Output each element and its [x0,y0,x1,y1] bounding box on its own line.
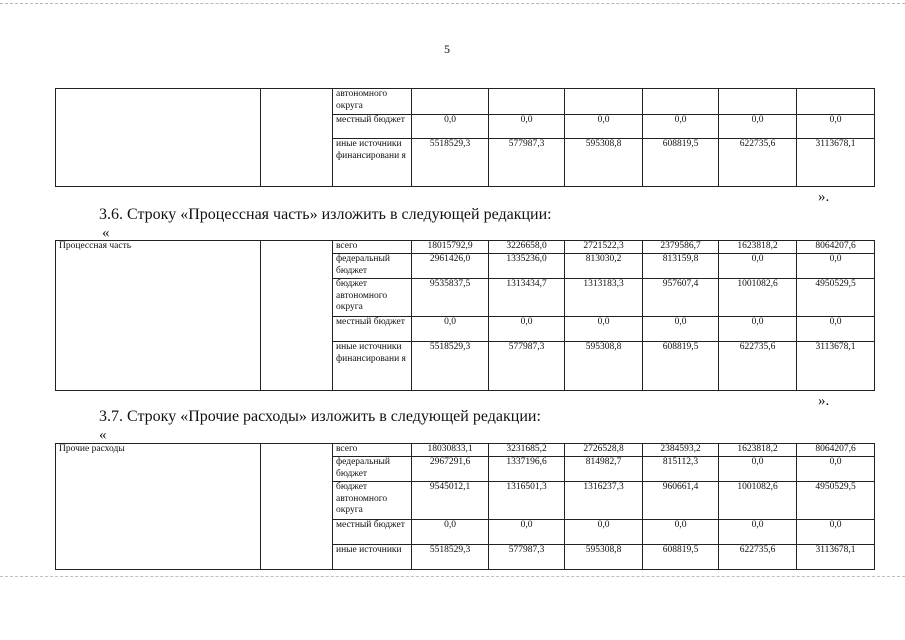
table-cell-value: 0,0 [412,317,489,342]
table-cell-value: 0,0 [565,317,643,342]
table-cell-empty [261,444,333,570]
table-cell-value: 608819,5 [643,545,719,570]
table-cell-value: 2384593,2 [643,444,719,457]
table-cell-value: 3113678,1 [797,342,875,391]
table-cell-value: 595308,8 [565,342,643,391]
section-heading-3-7: 3.7. Строку «Прочие расходы» изложить в следующей редакции: [99,408,541,425]
table-cell-value: 2721522,3 [565,241,643,254]
table-cell-value: 0,0 [797,254,875,279]
table-cell-value: 814982,7 [565,457,643,482]
table-cell-value [643,89,719,115]
table-cell-empty [261,241,333,391]
table-cell-value: 1313434,7 [489,279,565,317]
scan-edge-top [0,3,905,4]
table-cell-value: 0,0 [412,520,489,545]
table-cell-value: 0,0 [797,115,875,139]
table-cell-value: 9545012,1 [412,482,489,520]
table-cell-value: 18015792,9 [412,241,489,254]
table-cell-value [489,89,565,115]
row-label: всего [333,241,412,254]
table-cell-value: 0,0 [643,317,719,342]
table-cell-value: 0,0 [719,254,797,279]
table-cell-value [719,89,797,115]
row-label: иные источники [333,545,412,570]
table-cell-value [797,89,875,115]
table-cell-value: 960661,4 [643,482,719,520]
table-cell-value: 8064207,6 [797,241,875,254]
opening-quote: « [102,225,110,241]
table-cell-value: 2967291,6 [412,457,489,482]
table-cell-value: 5518529,3 [412,545,489,570]
row-label: местный бюджет [333,317,412,342]
table-cell-value: 1001082,6 [719,279,797,317]
table-row [56,89,875,115]
table-cell-value: 1313183,3 [565,279,643,317]
table-row [56,241,875,254]
table-cell-value: 2379586,7 [643,241,719,254]
table-cell-value: 5518529,3 [412,342,489,391]
table-cell-value: 0,0 [797,457,875,482]
table-cell-value: 0,0 [489,115,565,139]
table-cell-value: 577987,3 [489,139,565,187]
table-cell-value: 813159,8 [643,254,719,279]
table-cell-value: 1623818,2 [719,444,797,457]
table-cell-value: 18030833,1 [412,444,489,457]
table-cell-value: 0,0 [719,457,797,482]
table-cell-value: 1316501,3 [489,482,565,520]
table-cell-value: 0,0 [719,317,797,342]
closing-quote: ». [818,189,830,205]
table-cell-value: 622735,6 [719,342,797,391]
table-cell-value: 1316237,3 [565,482,643,520]
section-heading-3-6: 3.6. Строку «Процессная часть» изложить в следующей редакции: [99,206,552,223]
row-label: местный бюджет [333,520,412,545]
table-cell-value: 622735,6 [719,545,797,570]
table-cell-value: 0,0 [565,115,643,139]
table-cell-value: 3226658,0 [489,241,565,254]
table-cell-value: 0,0 [797,520,875,545]
table-cell-value [412,89,489,115]
table-cell-value: 0,0 [643,520,719,545]
row-label: бюджет автономного округа [333,482,412,520]
table-cell-value: 0,0 [412,115,489,139]
row-title: Прочие расходы [56,444,261,570]
table-cell-value: 813030,2 [565,254,643,279]
scan-edge-bottom [0,576,905,577]
table-cell-title [56,89,261,187]
table-cell-value: 0,0 [719,520,797,545]
table-cell-value [565,89,643,115]
table-cell-value: 2726528,8 [565,444,643,457]
table-row [56,444,875,457]
table-cell-value: 3231685,2 [489,444,565,457]
table-cell-value: 0,0 [643,115,719,139]
table-cell-value: 0,0 [565,520,643,545]
row-label: всего [333,444,412,457]
table-cell-value: 0,0 [489,317,565,342]
table-cell-value: 577987,3 [489,342,565,391]
closing-quote: ». [818,393,830,409]
page-number: 5 [444,42,450,56]
table-cell-value: 4950529,5 [797,482,875,520]
table-cell-value: 595308,8 [565,545,643,570]
opening-quote: « [99,427,107,443]
funding-table-other-expenses [55,443,875,570]
table-cell-value: 0,0 [719,115,797,139]
table-cell-value: 8064207,6 [797,444,875,457]
row-label: местный бюджет [333,115,412,139]
row-title: Процессная часть [56,241,261,391]
table-cell-value: 3113678,1 [797,139,875,187]
row-label: автономного округа [333,89,412,115]
table-cell-value: 2961426,0 [412,254,489,279]
table-cell-value: 1623818,2 [719,241,797,254]
row-label: бюджет автономного округа [333,279,412,317]
table-cell-value: 0,0 [797,317,875,342]
funding-table-continuation [55,88,875,187]
table-cell-value: 608819,5 [643,342,719,391]
table-cell-value: 957607,4 [643,279,719,317]
table-cell-value: 9535837,5 [412,279,489,317]
table-cell-value: 595308,8 [565,139,643,187]
table-cell-value: 608819,5 [643,139,719,187]
table-cell-value: 622735,6 [719,139,797,187]
table-cell-empty [261,89,333,187]
row-label: федеральный бюджет [333,254,412,279]
table-cell-value: 4950529,5 [797,279,875,317]
table-cell-value: 1001082,6 [719,482,797,520]
table-cell-value: 1335236,0 [489,254,565,279]
row-label: федеральный бюджет [333,457,412,482]
row-label: иные источники финансировани я [333,139,412,187]
table-cell-value: 0,0 [489,520,565,545]
table-cell-value: 5518529,3 [412,139,489,187]
funding-table-process-part [55,240,875,391]
table-cell-value: 815112,3 [643,457,719,482]
row-label: иные источники финансировани я [333,342,412,391]
table-cell-value: 1337196,6 [489,457,565,482]
table-cell-value: 3113678,1 [797,545,875,570]
table-cell-value: 577987,3 [489,545,565,570]
